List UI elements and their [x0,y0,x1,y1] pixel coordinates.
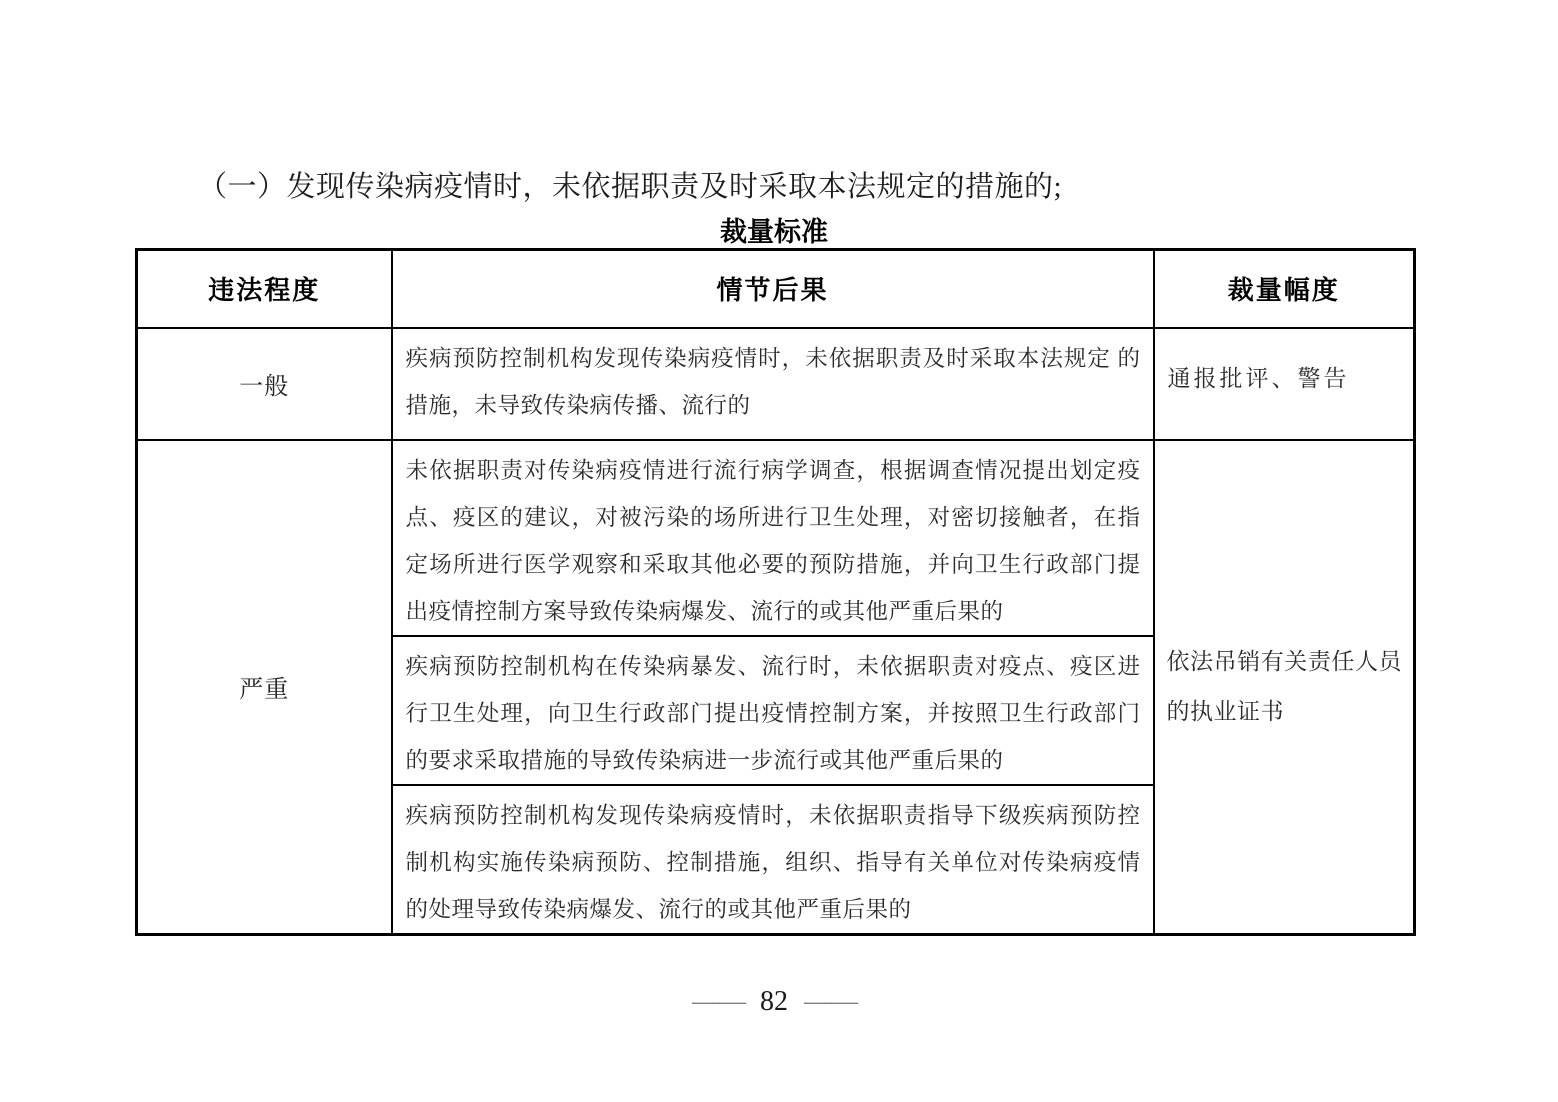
page-number-dash-right: —— [804,986,856,1017]
consequence-cell-severe-2: 疾病预防控制机构在传染病暴发、流行时，未依据职责对疫点、疫区进行卫生处理，向卫生行政部门提出疫情控制方案，并按照卫生行政部门的要求采取措施的导致传染病进一步流行或其他严重后果的 [392,636,1154,785]
col-header-violation-degree: 违法程度 [137,250,392,328]
table-row-severe-1 [137,440,1415,636]
consequence-cell-severe-1: 未依据职责对传染病疫情进行流行病学调查，根据调查情况提出划定疫点、疫区的建议，对被污染的场所进行卫生处理，对密切接触者，在指定场所进行医学观察和采取其他必要的预防措施，并向卫生行政部门提出疫情控制方案导致传染病爆发、流行的或其他严重后果的 [392,440,1154,636]
table-title: 裁量标准 [720,217,828,247]
range-cell-general: 通报批评、警告 [1154,328,1415,440]
col-header-discretion-range: 裁量幅度 [1154,250,1415,328]
consequence-cell-general: 疾病预防控制机构发现传染病疫情时，未依据职责及时采取本法规定 的措施，未导致传染病传播、流行的 [392,328,1154,440]
range-cell-severe: 依法吊销有关责任人员的执业证书 [1154,440,1415,935]
discretion-standards-table [135,248,1416,936]
degree-cell-severe: 严重 [137,440,392,935]
table-row-general [137,328,1415,440]
consequence-cell-severe-3: 疾病预防控制机构发现传染病疫情时，未依据职责指导下级疾病预防控制机构实施传染病预防、控制措施，组织、指导有关单位对传染病疫情的处理导致传染病爆发、流行的或其他严重后果的 [392,785,1154,935]
section-heading: （一）发现传染病疫情时，未依据职责及时采取本法规定的措施的; [198,171,1063,203]
col-header-circumstance-consequence: 情节后果 [392,250,1154,328]
table-header-row [137,250,1415,328]
degree-cell-general: 一般 [137,328,392,440]
page-number-value: 82 [760,986,788,1017]
page-number-dash-left: —— [692,986,744,1017]
page-number [135,986,1413,1018]
